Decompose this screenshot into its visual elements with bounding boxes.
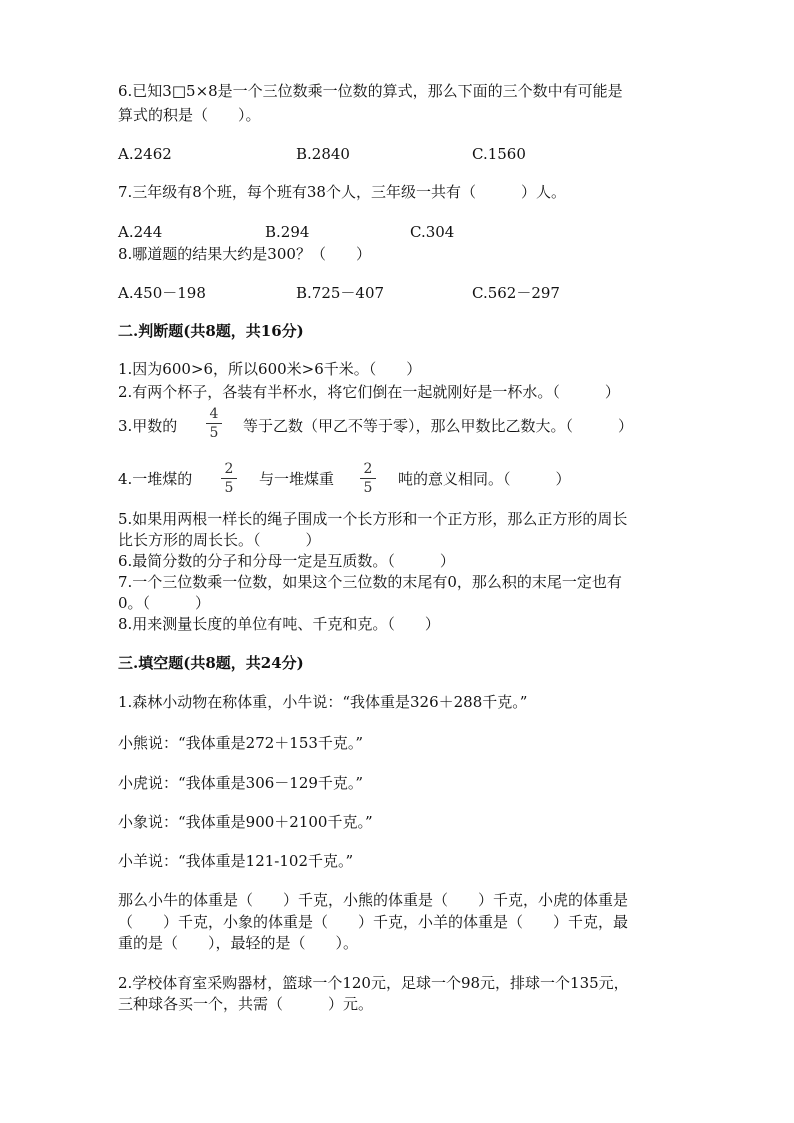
judge-4-pre: 4.一堆煤的: [118, 470, 193, 488]
fill-1-question-line1: 那么小牛的体重是（ ）千克，小熊的体重是（ ）千克，小虎的体重是: [118, 891, 629, 909]
fraction-bar: [206, 423, 222, 424]
fraction-numerator: 4: [209, 406, 219, 422]
fraction-numerator: 2: [224, 461, 234, 477]
fraction-bar: [221, 478, 237, 479]
fill-2-line1: 2.学校体育室采购器材，篮球一个120元，足球一个98元，排球一个135元，: [118, 974, 629, 992]
q6-option-a[interactable]: A.2462: [118, 145, 172, 163]
fill-1-bear: 小熊说：“我体重是272＋153千克。”: [118, 734, 364, 752]
fraction-numerator: 2: [363, 461, 373, 477]
fraction-denominator: 5: [209, 425, 219, 441]
judge-4-mid: 与一堆煤重: [259, 470, 335, 488]
q7-text: 7.三年级有8个班，每个班有38个人，三年级一共有（ ）人。: [118, 183, 566, 201]
judge-1: 1.因为600>6，所以600米>6千米。（ ）: [118, 360, 422, 378]
judge-8: 8.用来测量长度的单位有吨、千克和克。（ ）: [118, 615, 440, 633]
fill-1-elephant: 小象说：“我体重是900＋2100千克。”: [118, 813, 373, 831]
q7-option-a[interactable]: A.244: [118, 223, 163, 241]
q8-option-a[interactable]: A.450－198: [118, 284, 206, 302]
fraction-denominator: 5: [363, 480, 373, 496]
fraction-2-5-second: [360, 462, 376, 495]
judge-7-line2: 0。（ ）: [118, 594, 211, 612]
fraction-4-5: [206, 407, 222, 440]
judge-3-post: 等于乙数（甲乙不等于零），那么甲数比乙数大。（ ）: [243, 417, 634, 435]
q8-option-b[interactable]: B.725－407: [296, 284, 385, 302]
fill-2-line2: 三种球各买一个，共需（ ）元。: [118, 995, 374, 1013]
judge-5-line2: 比长方形的周长长。（ ）: [118, 531, 321, 549]
judge-5-line1: 5.如果用两根一样长的绳子围成一个长方形和一个正方形，那么正方形的周长: [118, 510, 628, 528]
fraction-2-5-first: [221, 462, 237, 495]
q7-option-c[interactable]: C.304: [410, 223, 455, 241]
judge-2: 2.有两个杯子，各装有半杯水，将它们倒在一起就刚好是一杯水。（ ）: [118, 383, 620, 401]
fraction-bar: [360, 478, 376, 479]
judge-7-line1: 7.一个三位数乘一位数，如果这个三位数的末尾有0，那么积的末尾一定也有: [118, 573, 622, 591]
q6-line2: 算式的积是（ ）。: [118, 106, 261, 124]
section3-title: 三.填空题(共8题，共24分): [118, 654, 304, 672]
judge-4-post: 吨的意义相同。（ ）: [398, 470, 571, 488]
q6-option-b[interactable]: B.2840: [296, 145, 350, 163]
judge-3-pre: 3.甲数的: [118, 417, 178, 435]
fill-1-intro: 1.森林小动物在称体重，小牛说：“我体重是326＋288千克。”: [118, 693, 528, 711]
fraction-denominator: 5: [224, 480, 234, 496]
fill-1-sheep: 小羊说：“我体重是121-102千克。”: [118, 852, 354, 870]
fill-1-question-line2: （ ）千克，小象的体重是（ ）千克，小羊的体重是（ ）千克，最: [118, 913, 629, 931]
judge-6: 6.最简分数的分子和分母一定是互质数。（ ）: [118, 552, 455, 570]
fill-1-tiger: 小虎说：“我体重是306－129千克。”: [118, 774, 364, 792]
q6-line1: 6.已知3□5×8是一个三位数乘一位数的算式，那么下面的三个数中有可能是: [118, 82, 623, 100]
fill-1-question-line3: 重的是（ ），最轻的是（ ）。: [118, 934, 359, 952]
q8-text: 8.哪道题的结果大约是300？（ ）: [118, 245, 371, 263]
q8-option-c[interactable]: C.562－297: [472, 284, 560, 302]
section2-title: 二.判断题(共8题，共16分): [118, 322, 304, 340]
q7-option-b[interactable]: B.294: [265, 223, 310, 241]
q6-option-c[interactable]: C.1560: [472, 145, 526, 163]
